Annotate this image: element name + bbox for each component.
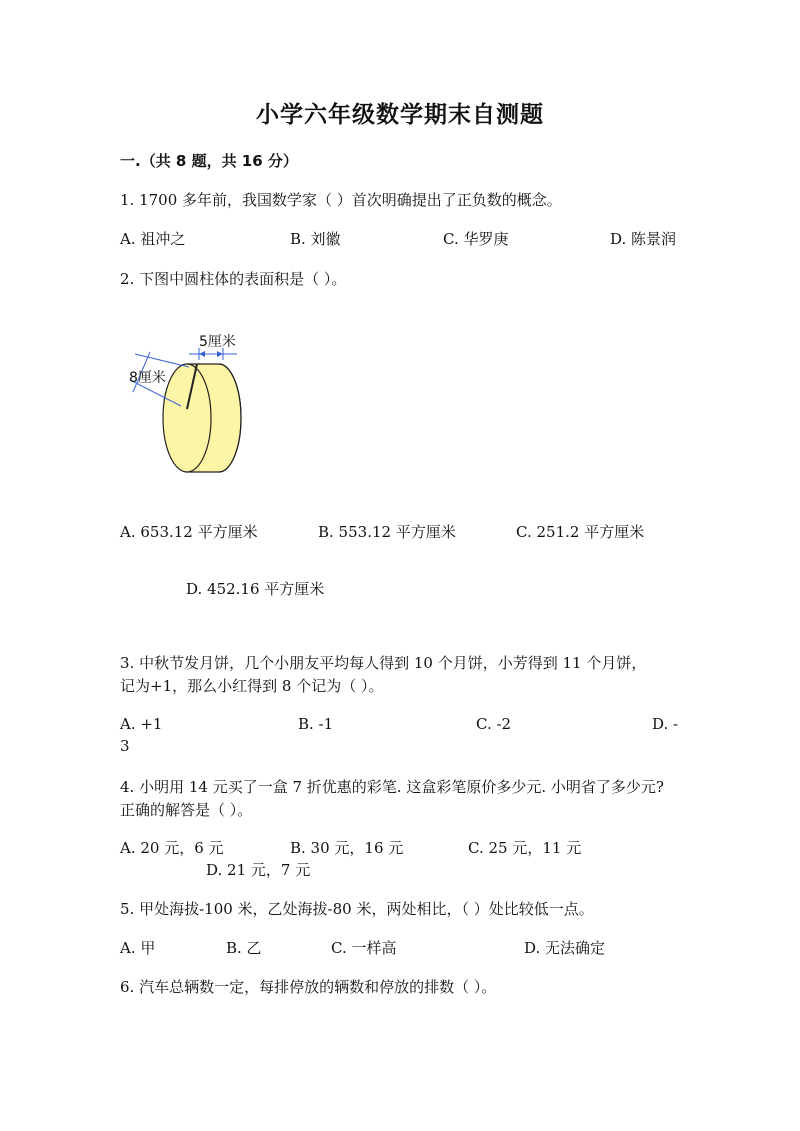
question-1-option-a: A. 祖冲之	[120, 230, 186, 248]
question-6-text: 6. 汽车总辆数一定，每排停放的辆数和停放的排数（ ）。	[120, 978, 497, 996]
question-4-option-a: A. 20 元，6 元	[120, 839, 224, 857]
question-1-option-c: C. 华罗庚	[443, 230, 509, 248]
question-3-option-c: C. -2	[476, 715, 512, 733]
question-3-text-line-1: 3. 中秋节发月饼，几个小朋友平均每人得到 10 个月饼，小芳得到 11 个月饼，	[120, 654, 647, 672]
cylinder-diagram	[125, 328, 255, 478]
section-heading: 一.（共 8 题，共 16 分）	[120, 152, 298, 170]
question-2-option-b: B. 553.12 平方厘米	[318, 523, 456, 541]
question-3-option-d-wrap: 3	[120, 737, 130, 755]
question-5-text: 5. 甲处海拔-100 米，乙处海拔-80 米，两处相比，（ ）处比较低一点。	[120, 900, 594, 918]
label-8cm: 8厘米	[129, 370, 166, 386]
question-3-option-b: B. -1	[298, 715, 334, 733]
question-2-option-d: D. 452.16 平方厘米	[186, 580, 325, 598]
question-2-option-c: C. 251.2 平方厘米	[516, 523, 645, 541]
question-1-option-d: D. 陈景润	[610, 230, 677, 248]
question-1-option-b: B. 刘徽	[290, 230, 341, 248]
question-5-option-a: A. 甲	[120, 939, 156, 957]
question-4-option-b: B. 30 元，16 元	[290, 839, 404, 857]
page-title: 小学六年级数学期末自测题	[256, 102, 544, 128]
question-2-option-a: A. 653.12 平方厘米	[120, 523, 258, 541]
question-4-option-c: C. 25 元，11 元	[468, 839, 582, 857]
label-5cm: 5厘米	[199, 334, 236, 350]
question-4-text-line-2: 正确的解答是（ ）。	[120, 801, 253, 819]
question-4-option-d: D. 21 元，7 元	[206, 861, 311, 879]
question-5-option-b: B. 乙	[226, 939, 262, 957]
question-1-text: 1. 1700 多年前，我国数学家（ ）首次明确提出了正负数的概念。	[120, 191, 562, 209]
question-3-option-a: A. +1	[120, 715, 163, 733]
question-3-text-line-2: 记为+1，那么小红得到 8 个记为（ ）。	[120, 677, 384, 695]
question-4-text-line-1: 4. 小明用 14 元买了一盒 7 折优惠的彩笔. 这盒彩笔原价多少元. 小明省了多少元?	[120, 778, 664, 796]
question-5-option-c: C. 一样高	[331, 939, 397, 957]
question-3-option-d: D. -	[652, 715, 679, 733]
question-2-text: 2. 下图中圆柱体的表面积是（ ）。	[120, 270, 347, 288]
cylinder-front-face	[163, 364, 211, 472]
cylinder-figure	[125, 328, 255, 478]
question-5-option-d: D. 无法确定	[524, 939, 606, 957]
